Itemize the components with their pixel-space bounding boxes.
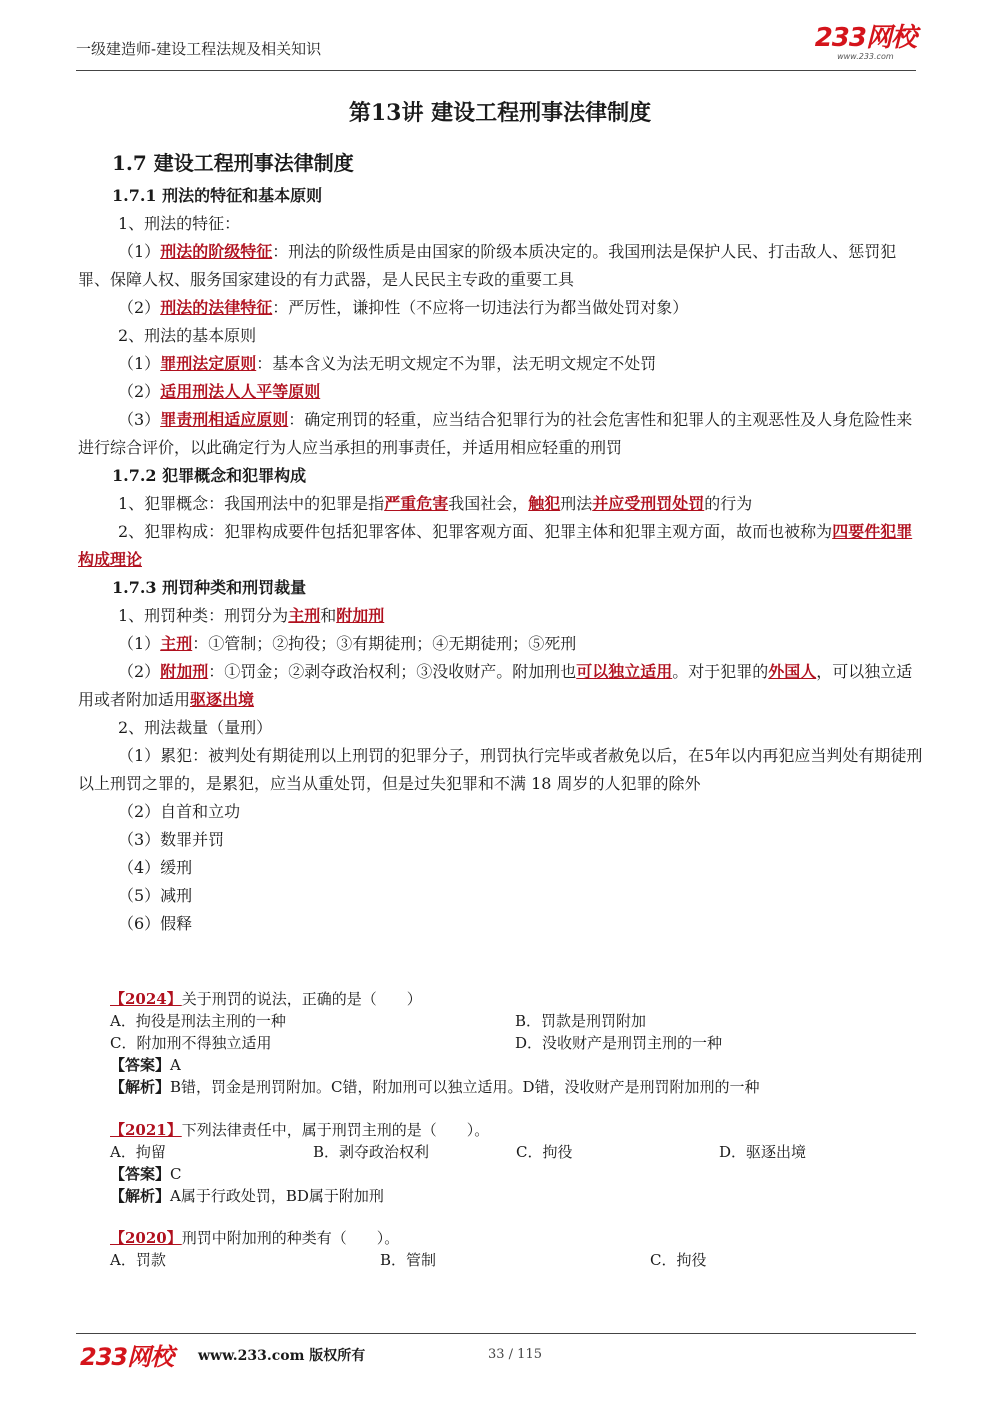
sentencing-title: 2、刑法裁量（量刑）: [118, 718, 273, 737]
penalty-kinds-keyword-2: 附加刑: [336, 606, 385, 625]
crime-constitution-text: 2、犯罪构成：犯罪构成要件包括犯罪客体、犯罪客观方面、犯罪主体和犯罪主观方面，故而也被称为: [118, 522, 833, 541]
answer-label: 【答案】: [110, 1056, 171, 1074]
additional-penalty-num: （2）: [118, 662, 161, 681]
option-b[interactable]: B．罚款是刑罚附加: [515, 1012, 647, 1030]
header-divider: [76, 70, 916, 71]
crime-concept: [78, 490, 926, 518]
principle-2-keyword: 适用刑法人人平等原则: [160, 382, 321, 401]
principles-title: 2、刑法的基本原则: [118, 326, 257, 345]
crime-constitution-keyword: 四要件犯罪构成理论: [78, 522, 913, 569]
brand-logo-url: www.233.com: [837, 52, 894, 61]
sentencing-item-4: （4）缓刑: [118, 858, 193, 877]
question-year: 【2020】: [110, 1229, 182, 1247]
principle-1-keyword: 罪刑法定原则: [160, 354, 257, 373]
main-penalty: [78, 630, 926, 658]
subsection-heading-1: 1.7.1 刑法的特征和基本原则: [112, 186, 323, 205]
option-a[interactable]: A．罚款: [110, 1251, 166, 1269]
analysis-label: 【解析】: [110, 1078, 171, 1096]
principle-1: [78, 350, 926, 378]
question-stem: 下列法律责任中，属于刑罚主刑的是（ ）。: [181, 1121, 490, 1139]
question-2021: [110, 1119, 930, 1207]
feature-1: [78, 238, 926, 294]
analysis-text: B错，罚金是刑罚附加。C错，附加刑可以独立适用。D错，没收财产是刑罚附加刑的一种: [170, 1078, 760, 1096]
subsection-heading-2: 1.7.2 犯罪概念和犯罪构成: [112, 466, 307, 485]
analysis-text: A属于行政处罚，BD属于附加刑: [170, 1187, 384, 1205]
penalty-kinds-text-b: 和: [320, 606, 337, 625]
principle-1-text: ：基本含义为法无明文规定不为罪，法无明文规定不处罚: [256, 354, 657, 373]
sentencing-item-6: （6）假释: [118, 914, 193, 933]
page-title: 第13讲 建设工程刑事法律制度: [348, 100, 652, 126]
footer-copyright: www.233.com 版权所有: [198, 1348, 366, 1364]
additional-penalty-text-2: 。对于犯罪的: [672, 662, 769, 681]
additional-penalty-keyword-3: 外国人: [768, 662, 817, 681]
principle-3: [78, 406, 926, 462]
question-year: 【2024】: [110, 990, 182, 1008]
main-penalty-num: （1）: [118, 634, 161, 653]
sentencing-item-3: （3）数罪并罚: [118, 830, 225, 849]
option-c[interactable]: C．拘役: [516, 1143, 573, 1161]
feature-2-num: （2）: [118, 298, 161, 317]
lecture-content: [78, 146, 926, 938]
feature-1-text: ：刑法的阶级性质是由国家的阶级本质决定的。我国刑法是保护人民、打击敌人、惩罚犯罪、保障人权、服务国家建设的有力武器，是人民民主专政的重要工具: [78, 242, 897, 289]
answer-value: A: [170, 1056, 181, 1074]
answer-value: C: [170, 1165, 182, 1183]
principle-1-num: （1）: [118, 354, 161, 373]
sentencing-item-1: （1）累犯：被判处有期徒刑以上刑罚的犯罪分子，刑罚执行完毕或者赦免以后，在5年以内再犯应当判处有期徒刑以上刑罚之罪的，是累犯，应当从重处罚，但是过失犯罪和不满 18 周岁的人犯罪的除外: [78, 746, 923, 793]
crime-concept-text-c: 刑法: [560, 494, 593, 513]
brand-logo-text: 233网校: [814, 23, 916, 53]
features-title: 1、刑法的特征：: [118, 214, 241, 233]
option-d[interactable]: D．驱逐出境: [719, 1143, 807, 1161]
penalty-kinds-text-a: 1、刑罚种类：刑罚分为: [118, 606, 289, 625]
additional-penalty-keyword: 附加刑: [160, 662, 209, 681]
question-2020: [110, 1227, 930, 1271]
sentencing-item-5: （5）减刑: [118, 886, 193, 905]
subsection-heading-3: 1.7.3 刑罚种类和刑罚裁量: [112, 578, 307, 597]
option-c[interactable]: C．拘役: [650, 1251, 707, 1269]
additional-penalty: [78, 658, 926, 714]
feature-2: [78, 294, 926, 322]
brand-logo[interactable]: [815, 24, 916, 61]
footer-logo[interactable]: 233网校: [80, 1343, 174, 1371]
principle-3-text: ：确定刑罚的轻重，应当结合犯罪行为的社会危害性和犯罪人的主观恶性及人身危险性来进行综合评价，以此确定行为人应当承担的刑事责任，并适用相应轻重的刑罚: [78, 410, 913, 457]
sentencing-item-2: （2）自首和立功: [118, 802, 241, 821]
crime-concept-keyword-3: 并应受刑罚处罚: [592, 494, 705, 513]
feature-2-text: ：严厉性，谦抑性（不应将一切违法行为都当做处罚对象）: [272, 298, 689, 317]
feature-2-keyword: 刑法的法律特征: [160, 298, 273, 317]
crime-concept-text-a: 1、犯罪概念：我国刑法中的犯罪是指: [118, 494, 385, 513]
penalty-kinds: [78, 602, 926, 630]
principle-2: [78, 378, 926, 406]
question-stem: 关于刑罚的说法，正确的是（ ）: [181, 990, 422, 1008]
penalty-kinds-keyword-1: 主刑: [288, 606, 321, 625]
footer-divider: [76, 1333, 916, 1334]
principle-3-keyword: 罪责刑相适应原则: [160, 410, 289, 429]
question-2024: [110, 988, 930, 1098]
option-a[interactable]: A．拘留: [110, 1143, 166, 1161]
feature-1-keyword: 刑法的阶级特征: [160, 242, 273, 261]
option-c[interactable]: C．附加刑不得独立适用: [110, 1034, 272, 1052]
question-year: 【2021】: [110, 1121, 182, 1139]
principle-3-num: （3）: [118, 410, 161, 429]
principle-2-num: （2）: [118, 382, 161, 401]
section-heading: 1.7 建设工程刑事法律制度: [112, 151, 354, 175]
crime-concept-text-b: 我国社会，: [448, 494, 529, 513]
crime-concept-keyword-2: 触犯: [528, 494, 561, 513]
option-b[interactable]: B．管制: [380, 1251, 437, 1269]
option-a[interactable]: A．拘役是刑法主刑的一种: [110, 1012, 286, 1030]
option-d[interactable]: D．没收财产是刑罚主刑的一种: [515, 1034, 723, 1052]
option-b[interactable]: B．剥夺政治权利: [313, 1143, 430, 1161]
crime-concept-text-d: 的行为: [704, 494, 753, 513]
main-penalty-keyword: 主刑: [160, 634, 193, 653]
answer-label: 【答案】: [110, 1165, 171, 1183]
feature-1-num: （1）: [118, 242, 161, 261]
header-course-title: 一级建造师-建设工程法规及相关知识: [76, 40, 322, 58]
analysis-label: 【解析】: [110, 1187, 171, 1205]
additional-penalty-keyword-4: 驱逐出境: [190, 690, 255, 709]
crime-concept-keyword-1: 严重危害: [384, 494, 449, 513]
main-penalty-text: ：①管制；②拘役；③有期徒刑；④无期徒刑；⑤死刑: [192, 634, 577, 653]
additional-penalty-keyword-2: 可以独立适用: [576, 662, 673, 681]
additional-penalty-text-1: ：①罚金；②剥夺政治权利；③没收财产。附加刑也: [208, 662, 577, 681]
page-number: 33 / 115: [488, 1347, 542, 1362]
crime-constitution: [78, 518, 926, 574]
question-stem: 刑罚中附加刑的种类有（ ）。: [181, 1229, 400, 1247]
additional-penalty-text-3: ，可以独立适用或者附加适用: [78, 662, 913, 709]
